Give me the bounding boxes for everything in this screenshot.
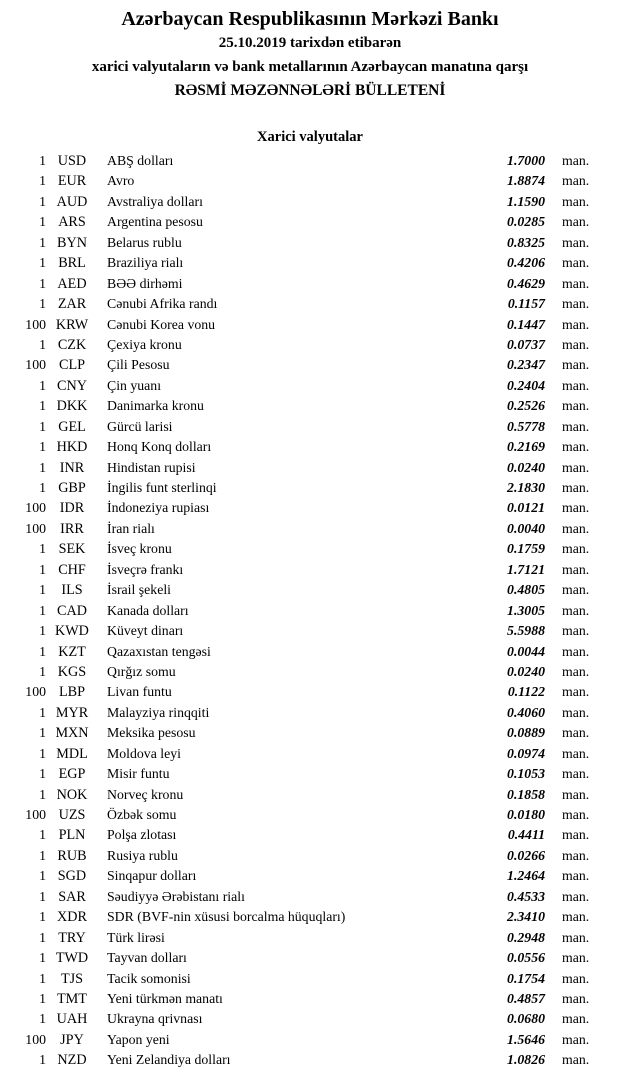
currency-code-cell: BRL xyxy=(58,255,86,272)
table-row xyxy=(0,642,620,662)
quantity-cell: 1 xyxy=(39,909,46,925)
currency-code-cell: IRR xyxy=(60,520,84,537)
rate-value-cell: 0.1157 xyxy=(507,296,545,312)
rate-value-cell: 0.4629 xyxy=(507,275,545,291)
currency-name-cell: Misir funtu xyxy=(107,766,170,782)
currency-code-cell: CNY xyxy=(57,377,87,394)
quantity-cell: 100 xyxy=(25,684,46,700)
quantity-cell: 100 xyxy=(25,807,46,822)
rate-value-cell: 0.2347 xyxy=(507,357,545,373)
rate-value-cell: 0.4206 xyxy=(507,255,545,271)
rate-value-cell: 5.5988 xyxy=(507,623,545,639)
table-row xyxy=(0,866,620,886)
rate-value-cell: 1.3005 xyxy=(507,602,545,618)
currency-name-cell: Livan funtu xyxy=(107,684,172,700)
unit-label-cell: man. xyxy=(562,1011,590,1027)
table-row xyxy=(0,621,620,641)
unit-label-cell: man. xyxy=(562,990,590,1006)
quantity-cell: 1 xyxy=(39,847,46,863)
rate-value-cell: 0.0266 xyxy=(507,847,545,863)
currency-name-cell: İndoneziya rupiası xyxy=(107,500,210,516)
quantity-cell: 1 xyxy=(39,888,46,904)
bank-title: Azərbaycan Respublikasının Mərkəzi Bankı xyxy=(121,8,499,30)
unit-label-cell: man. xyxy=(562,847,590,863)
quantity-cell: 1 xyxy=(39,255,46,271)
rate-value-cell: 0.0040 xyxy=(507,520,545,536)
unit-label-cell: man. xyxy=(562,888,590,904)
currency-code-cell: GEL xyxy=(58,418,86,435)
rate-value-cell: 0.2169 xyxy=(507,439,545,455)
table-row xyxy=(0,948,620,968)
currency-code-cell: LBP xyxy=(58,684,86,701)
currency-name-cell: Çexiya kronu xyxy=(107,336,182,352)
quantity-cell: 1 xyxy=(39,786,46,802)
unit-label-cell: man. xyxy=(562,786,590,802)
table-row xyxy=(0,580,620,600)
quantity-cell: 1 xyxy=(39,561,46,577)
rate-value-cell: 0.4533 xyxy=(507,888,545,904)
quantity-cell: 1 xyxy=(39,766,46,782)
table-row xyxy=(0,723,620,743)
currency-code-cell: KWD xyxy=(55,623,89,640)
table-row xyxy=(0,171,620,191)
currency-name-cell: Cənubi Afrika randı xyxy=(107,296,218,312)
table-row xyxy=(0,703,620,723)
currency-name-cell: İsrail şekeli xyxy=(107,582,171,598)
unit-label-cell: man. xyxy=(562,316,590,332)
rate-value-cell: 1.5646 xyxy=(507,1031,545,1047)
rate-value-cell: 0.2526 xyxy=(507,398,545,414)
currency-code-cell: HKD xyxy=(56,439,88,456)
unit-label-cell: man. xyxy=(562,1031,590,1047)
table-row xyxy=(0,539,620,559)
currency-code-cell: EGP xyxy=(58,766,86,783)
table-row xyxy=(0,744,620,764)
quantity-cell: 1 xyxy=(39,234,46,250)
rate-value-cell: 0.5778 xyxy=(507,418,545,434)
unit-label-cell: man. xyxy=(562,173,590,189)
currency-code-cell: NZD xyxy=(57,1052,87,1069)
unit-label-cell: man. xyxy=(562,1052,590,1068)
table-row xyxy=(0,498,620,518)
unit-label-cell: man. xyxy=(562,439,590,455)
currency-name-cell: SDR (BVF-nin xüsusi borcalma hüquqları) xyxy=(107,909,346,925)
table-row xyxy=(0,274,620,294)
table-row xyxy=(0,151,620,171)
currency-name-cell: Sinqapur dolları xyxy=(107,868,197,884)
rate-value-cell: 0.0240 xyxy=(507,663,545,679)
table-row xyxy=(0,887,620,907)
quantity-cell: 1 xyxy=(39,725,46,741)
quantity-cell: 100 xyxy=(25,520,46,536)
currency-code-cell: DKK xyxy=(56,398,88,415)
table-row xyxy=(0,233,620,253)
currency-name-cell: Meksika pesosu xyxy=(107,725,196,741)
quantity-cell: 100 xyxy=(25,1031,46,1047)
rate-value-cell: 0.8325 xyxy=(507,234,545,250)
currency-name-cell: Çili Pesosu xyxy=(107,357,170,373)
currency-code-cell: TWD xyxy=(55,950,89,967)
currency-code-cell: GBP xyxy=(58,480,86,496)
table-row xyxy=(0,764,620,784)
unit-label-cell: man. xyxy=(562,745,590,761)
quantity-cell: 1 xyxy=(39,602,46,618)
currency-code-cell: AED xyxy=(57,275,87,292)
table-row xyxy=(0,785,620,805)
quantity-cell: 1 xyxy=(39,643,46,659)
currency-code-cell: AUD xyxy=(56,193,88,210)
unit-label-cell: man. xyxy=(562,398,590,414)
table-row xyxy=(0,212,620,232)
table-row xyxy=(0,458,620,478)
currency-name-cell: Kanada dolları xyxy=(107,602,189,618)
quantity-cell: 1 xyxy=(39,970,46,986)
quantity-cell: 1 xyxy=(39,418,46,434)
table-row xyxy=(0,601,620,621)
quantity-cell: 1 xyxy=(39,398,46,414)
unit-label-cell: man. xyxy=(562,725,590,741)
quantity-cell: 1 xyxy=(39,868,46,884)
currency-code-cell: MXN xyxy=(55,725,89,742)
currency-name-cell: Polşa zlotası xyxy=(107,827,177,843)
unit-label-cell: man. xyxy=(562,950,590,966)
unit-label-cell: man. xyxy=(562,500,590,516)
rate-value-cell: 0.1759 xyxy=(507,541,545,557)
currency-name-cell: Avstraliya dolları xyxy=(107,193,203,209)
currency-code-cell: KRW xyxy=(55,316,89,333)
currency-code-cell: CAD xyxy=(57,602,87,619)
quantity-cell: 1 xyxy=(39,296,46,312)
rate-value-cell: 1.1590 xyxy=(507,193,545,209)
rate-value-cell: 0.1447 xyxy=(507,316,545,332)
rate-value-cell: 0.1858 xyxy=(507,786,545,802)
table-row xyxy=(0,846,620,866)
currency-name-cell: İran rialı xyxy=(107,520,155,536)
quantity-cell: 1 xyxy=(39,745,46,761)
unit-label-cell: man. xyxy=(562,541,590,557)
currency-name-cell: Çin yuanı xyxy=(107,377,162,393)
currency-name-cell: Tayvan dolları xyxy=(107,950,187,966)
table-row xyxy=(0,315,620,335)
quantity-cell: 1 xyxy=(39,704,46,720)
rate-value-cell: 0.0737 xyxy=(507,336,545,352)
currency-name-cell: Hindistan rupisi xyxy=(107,459,196,475)
unit-label-cell: man. xyxy=(562,868,590,884)
currency-name-cell: Braziliya rialı xyxy=(107,255,184,271)
unit-label-cell: man. xyxy=(562,929,590,945)
table-row xyxy=(0,253,620,273)
table-row xyxy=(0,478,620,498)
quantity-cell: 1 xyxy=(39,214,46,230)
quantity-cell: 1 xyxy=(39,582,46,598)
currency-code-cell: ARS xyxy=(58,214,86,231)
rate-value-cell: 0.2948 xyxy=(507,929,545,945)
quantity-cell: 1 xyxy=(39,541,46,557)
currency-code-cell: ILS xyxy=(61,582,83,599)
unit-label-cell: man. xyxy=(562,275,590,291)
currency-code-cell: USD xyxy=(57,153,87,169)
table-row xyxy=(0,437,620,457)
unit-label-cell: man. xyxy=(562,153,590,168)
currency-name-cell: Ukrayna qrivnası xyxy=(107,1011,203,1027)
rate-value-cell: 0.2404 xyxy=(507,377,545,393)
table-row xyxy=(0,1030,620,1050)
rate-value-cell: 0.0556 xyxy=(507,950,545,966)
unit-label-cell: man. xyxy=(562,561,590,577)
currency-name-cell: Belarus rublu xyxy=(107,234,182,250)
rate-value-cell: 0.0240 xyxy=(507,459,545,475)
currency-name-cell: Danimarka kronu xyxy=(107,398,204,414)
quantity-cell: 1 xyxy=(39,1052,46,1068)
rate-value-cell: 1.8874 xyxy=(507,173,545,189)
unit-label-cell: man. xyxy=(562,807,590,822)
unit-label-cell: man. xyxy=(562,296,590,312)
currency-code-cell: RUB xyxy=(57,847,87,864)
currency-name-cell: Səudiyyə Ərəbistanı rialı xyxy=(107,888,245,904)
table-row xyxy=(0,294,620,314)
currency-code-cell: SAR xyxy=(58,888,86,905)
table-row xyxy=(0,1009,620,1029)
unit-label-cell: man. xyxy=(562,255,590,271)
currency-code-cell: EUR xyxy=(57,173,87,190)
quantity-cell: 1 xyxy=(39,439,46,455)
quantity-cell: 1 xyxy=(39,336,46,352)
currency-name-cell: Özbək somu xyxy=(107,807,177,822)
table-row xyxy=(0,560,620,580)
rate-value-cell: 0.4857 xyxy=(507,990,545,1006)
currency-code-cell: TRY xyxy=(58,929,86,946)
rate-value-cell: 0.4060 xyxy=(507,704,545,720)
table-row xyxy=(0,969,620,989)
section-title-foreign-currencies: Xarici valyutalar xyxy=(257,129,363,145)
currency-name-cell: Tacik somonisi xyxy=(107,970,191,986)
quantity-cell: 1 xyxy=(39,623,46,639)
table-row xyxy=(0,662,620,682)
currency-name-cell: ABŞ dolları xyxy=(107,153,174,168)
currency-code-cell: PLN xyxy=(58,827,86,844)
currency-name-cell: İsveç kronu xyxy=(107,541,172,557)
unit-label-cell: man. xyxy=(562,377,590,393)
currency-code-cell: KGS xyxy=(57,663,87,680)
currency-code-cell: CZK xyxy=(57,336,87,353)
unit-label-cell: man. xyxy=(562,602,590,618)
rate-value-cell: 0.4411 xyxy=(507,827,545,843)
currency-code-cell: UAH xyxy=(56,1011,88,1028)
quantity-cell: 1 xyxy=(39,173,46,189)
currency-name-cell: Küveyt dinarı xyxy=(107,623,184,639)
currency-name-cell: BƏƏ dirhəmi xyxy=(107,275,183,291)
unit-label-cell: man. xyxy=(562,643,590,659)
currency-code-cell: SGD xyxy=(57,868,87,885)
quantity-cell: 100 xyxy=(25,357,46,373)
currency-name-cell: Avro xyxy=(107,173,135,189)
table-row xyxy=(0,396,620,416)
unit-label-cell: man. xyxy=(562,418,590,434)
currency-code-cell: XDR xyxy=(57,909,87,926)
unit-label-cell: man. xyxy=(562,214,590,230)
currency-code-cell: SEK xyxy=(58,541,86,558)
quantity-cell: 100 xyxy=(25,316,46,332)
rate-value-cell: 0.0044 xyxy=(507,643,545,659)
rate-value-cell: 1.2464 xyxy=(507,868,545,884)
table-row xyxy=(0,682,620,702)
table-row xyxy=(0,989,620,1009)
rate-value-cell: 0.0889 xyxy=(507,725,545,741)
currency-name-cell: Honq Konq dolları xyxy=(107,439,212,455)
rate-value-cell: 1.0826 xyxy=(507,1052,545,1068)
quantity-cell: 1 xyxy=(39,153,46,168)
quantity-cell: 1 xyxy=(39,929,46,945)
unit-label-cell: man. xyxy=(562,663,590,679)
unit-label-cell: man. xyxy=(562,684,590,700)
table-row xyxy=(0,417,620,437)
quantity-cell: 100 xyxy=(25,500,46,516)
currency-code-cell: NOK xyxy=(56,786,88,803)
rate-value-cell: 0.0180 xyxy=(507,807,545,822)
unit-label-cell: man. xyxy=(562,623,590,639)
currency-name-cell: Cənubi Korea vonu xyxy=(107,316,216,332)
currency-code-cell: KZT xyxy=(58,643,86,660)
currency-name-cell: Argentina pesosu xyxy=(107,214,203,230)
currency-code-cell: UZS xyxy=(58,807,86,823)
currency-code-cell: IDR xyxy=(59,500,85,517)
currency-name-cell: Türk lirəsi xyxy=(107,929,165,945)
unit-label-cell: man. xyxy=(562,234,590,250)
rate-value-cell: 2.1830 xyxy=(507,480,545,495)
rate-value-cell: 1.7121 xyxy=(507,561,545,577)
rate-value-cell: 0.4805 xyxy=(507,582,545,598)
quantity-cell: 1 xyxy=(39,827,46,843)
quantity-cell: 1 xyxy=(39,275,46,291)
currency-name-cell: Moldova leyi xyxy=(107,745,181,761)
rate-value-cell: 1.7000 xyxy=(507,153,545,168)
unit-label-cell: man. xyxy=(562,970,590,986)
bulletin-title: RƏSMİ MƏZƏNNƏLƏRİ BÜLLETENİ xyxy=(174,82,446,99)
rate-value-cell: 2.3410 xyxy=(507,909,545,925)
unit-label-cell: man. xyxy=(562,193,590,209)
rate-value-cell: 0.0974 xyxy=(507,745,545,761)
currency-name-cell: Gürcü larisi xyxy=(107,418,173,434)
unit-label-cell: man. xyxy=(562,704,590,720)
table-row xyxy=(0,355,620,375)
currency-name-cell: Norveç kronu xyxy=(107,786,184,802)
quantity-cell: 1 xyxy=(39,1011,46,1027)
unit-label-cell: man. xyxy=(562,766,590,782)
currency-code-cell: CLP xyxy=(58,357,86,374)
unit-label-cell: man. xyxy=(562,357,590,373)
currency-code-cell: CHF xyxy=(58,561,86,578)
currency-code-cell: ZAR xyxy=(57,296,87,313)
effective-date-line: 25.10.2019 tarixdən etibarən xyxy=(218,35,402,51)
quantity-cell: 1 xyxy=(39,950,46,966)
currency-code-cell: MYR xyxy=(55,704,89,721)
table-row xyxy=(0,825,620,845)
document-header xyxy=(0,6,620,103)
unit-label-cell: man. xyxy=(562,480,590,495)
unit-label-cell: man. xyxy=(562,582,590,598)
currency-code-cell: TJS xyxy=(60,970,84,987)
currency-name-cell: Qırğız somu xyxy=(107,663,176,679)
currency-code-cell: INR xyxy=(59,459,85,476)
subtitle-line: xarici valyutaların və bank metallarının Azərbaycan manatına qarşı xyxy=(91,58,529,75)
unit-label-cell: man. xyxy=(562,909,590,925)
currency-name-cell: Yeni türkmən manatı xyxy=(107,990,223,1006)
table-row xyxy=(0,376,620,396)
rate-value-cell: 0.1754 xyxy=(507,970,545,986)
rate-value-cell: 0.1053 xyxy=(507,766,545,782)
currency-name-cell: Rusiya rublu xyxy=(107,847,178,863)
rate-value-cell: 0.0285 xyxy=(507,214,545,230)
table-row xyxy=(0,1050,620,1070)
quantity-cell: 1 xyxy=(39,377,46,393)
currency-name-cell: İngilis funt sterlinqi xyxy=(107,480,217,495)
currency-name-cell: Malayziya rinqqiti xyxy=(107,704,210,720)
currency-code-cell: BYN xyxy=(57,234,87,251)
table-row xyxy=(0,335,620,355)
quantity-cell: 1 xyxy=(39,193,46,209)
quantity-cell: 1 xyxy=(39,990,46,1006)
currency-code-cell: JPY xyxy=(60,1031,84,1048)
currency-code-cell: MDL xyxy=(56,745,88,762)
currency-name-cell: İsveçrə frankı xyxy=(107,561,184,577)
table-row xyxy=(0,907,620,927)
table-row xyxy=(0,519,620,539)
table-row xyxy=(0,928,620,948)
quantity-cell: 1 xyxy=(39,480,46,495)
currency-name-cell: Yapon yeni xyxy=(107,1031,170,1047)
currency-name-cell: Qazaxıstan tengəsi xyxy=(107,643,211,659)
unit-label-cell: man. xyxy=(562,827,590,843)
rates-table xyxy=(0,151,620,1071)
unit-label-cell: man. xyxy=(562,459,590,475)
unit-label-cell: man. xyxy=(562,520,590,536)
table-row xyxy=(0,192,620,212)
unit-label-cell: man. xyxy=(562,336,590,352)
currency-name-cell: Yeni Zelandiya dolları xyxy=(107,1052,231,1068)
currency-code-cell: TMT xyxy=(57,990,87,1007)
rate-value-cell: 0.0121 xyxy=(507,500,545,516)
table-row xyxy=(0,805,620,825)
rate-value-cell: 0.0680 xyxy=(507,1011,545,1027)
quantity-cell: 1 xyxy=(39,663,46,679)
quantity-cell: 1 xyxy=(39,459,46,475)
rate-value-cell: 0.1122 xyxy=(507,684,545,700)
